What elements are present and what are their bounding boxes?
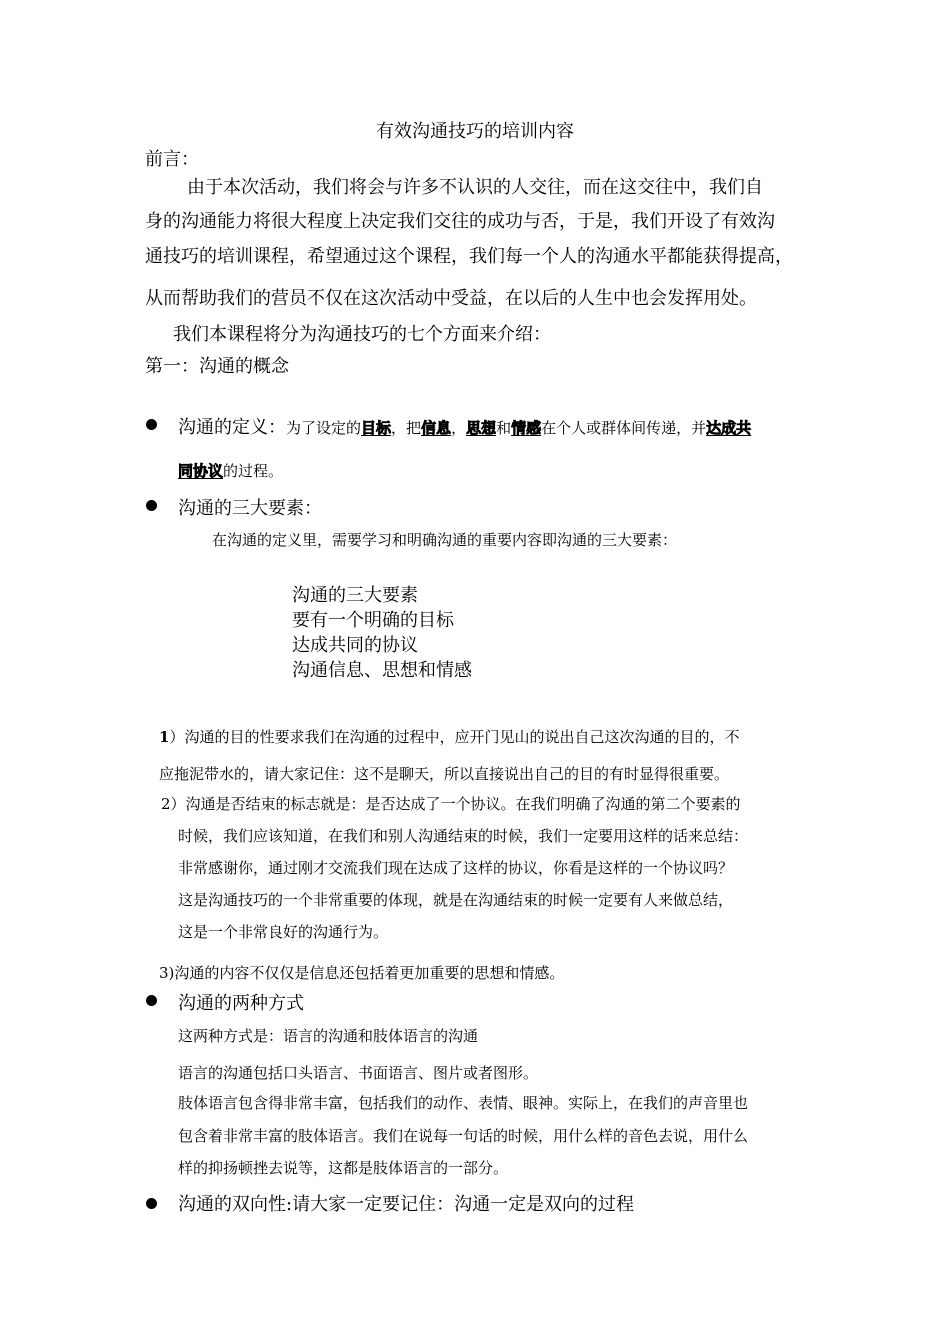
keyword-goal: 目标 bbox=[361, 419, 392, 437]
two-way-label: 沟通的双向性:请大家一定要记住：沟通一定是双向的过程 bbox=[178, 1194, 635, 1215]
definition-text: 为了设定的 bbox=[286, 419, 362, 437]
preface-line-2: 身的沟通能力将很大程度上决定我们交往的成功与否，于是，我们开设了有效沟 bbox=[145, 211, 775, 232]
elements-list-item: 达成共同的协议 bbox=[292, 635, 418, 656]
keyword-thoughts: 思想 bbox=[466, 419, 497, 437]
section-1-heading: 第一：沟通的概念 bbox=[145, 356, 289, 377]
elements-list-item: 要有一个明确的目标 bbox=[292, 610, 454, 631]
document-title: 有效沟通技巧的培训内容 bbox=[376, 121, 574, 142]
elements-list-title: 沟通的三大要素 bbox=[292, 585, 418, 606]
definition-line-1 bbox=[178, 413, 751, 439]
bullet-icon bbox=[146, 500, 157, 511]
point-1-line-1 bbox=[159, 726, 739, 747]
point-3: 3)沟通的内容不仅仅是信息还包括着更加重要的思想和情感。 bbox=[159, 964, 565, 982]
definition-text: ，把 bbox=[391, 419, 422, 437]
bullet-icon bbox=[146, 419, 157, 430]
elements-label: 沟通的三大要素： bbox=[178, 498, 322, 519]
two-ways-label: 沟通的两种方式 bbox=[178, 993, 304, 1014]
two-ways-line-3: 肢体语言包含得非常丰富，包括我们的动作、表情、眼神。实际上，在我们的声音里也 bbox=[178, 1094, 749, 1112]
definition-text: 在个人或群体间传递，并 bbox=[541, 419, 707, 437]
two-ways-line-5: 样的抑扬顿挫去说等，这都是肢体语言的一部分。 bbox=[178, 1159, 509, 1177]
keyword-agreement-part-1: 达成共 bbox=[706, 419, 752, 437]
point-1-text: ）沟通的目的性要求我们在沟通的过程中，应开门见山的说出自己这次沟通的目的，不 bbox=[169, 728, 740, 746]
point-2-line-4: 这是沟通技巧的一个非常重要的体现，就是在沟通结束的时候一定要有人来做总结， bbox=[178, 891, 734, 909]
keyword-agreement-part-2: 同协议 bbox=[178, 462, 224, 480]
course-intro: 我们本课程将分为沟通技巧的七个方面来介绍： bbox=[173, 324, 551, 345]
point-2-line-1: 2）沟通是否结束的标志就是：是否达成了一个协议。在我们明确了沟通的第二个要素的 bbox=[161, 795, 741, 813]
two-ways-line-2: 语言的沟通包括口头语言、书面语言、图片或者图形。 bbox=[178, 1064, 539, 1082]
point-1-line-2: 应拖泥带水的，请大家记住：这不是聊天，所以直接说出自己的目的有时显得很重要。 bbox=[159, 765, 730, 783]
bullet-icon bbox=[146, 995, 157, 1006]
point-2-line-2: 时候，我们应该知道，在我们和别人沟通结束的时候，我们一定要用这样的话来总结： bbox=[178, 827, 749, 845]
keyword-emotions: 情感 bbox=[511, 419, 542, 437]
definition-label: 沟通的定义： bbox=[178, 417, 286, 438]
point-1-number: 1 bbox=[159, 728, 170, 746]
two-ways-line-4: 包含着非常丰富的肢体语言。我们在说每一句话的时候，用什么样的音色去说，用什么 bbox=[178, 1127, 749, 1145]
two-ways-line-1: 这两种方式是：语言的沟通和肢体语言的沟通 bbox=[178, 1027, 479, 1045]
elements-list-item: 沟通信息、思想和情感 bbox=[292, 660, 472, 681]
definition-text: 的过程。 bbox=[223, 462, 284, 480]
preface-heading: 前言： bbox=[145, 149, 199, 170]
bullet-icon bbox=[146, 1198, 157, 1209]
elements-intro: 在沟通的定义里，需要学习和明确沟通的重要内容即沟通的三大要素： bbox=[212, 531, 678, 549]
definition-text: ， bbox=[451, 419, 467, 437]
keyword-information: 信息 bbox=[421, 419, 452, 437]
definition-line-2 bbox=[178, 460, 283, 481]
point-2-line-3: 非常感谢你，通过刚才交流我们现在达成了这样的协议，你看是这样的一个协议吗？ bbox=[178, 859, 734, 877]
definition-text: 和 bbox=[496, 419, 512, 437]
preface-line-4: 从而帮助我们的营员不仅在这次活动中受益，在以后的人生中也会发挥用处。 bbox=[145, 288, 757, 309]
point-2-line-5: 这是一个非常良好的沟通行为。 bbox=[178, 923, 389, 941]
preface-line-3: 通技巧的培训课程，希望通过这个课程，我们每一个人的沟通水平都能获得提高， bbox=[145, 246, 793, 267]
preface-line-1: 由于本次活动，我们将会与许多不认识的人交往，而在这交往中，我们自 bbox=[187, 177, 763, 198]
